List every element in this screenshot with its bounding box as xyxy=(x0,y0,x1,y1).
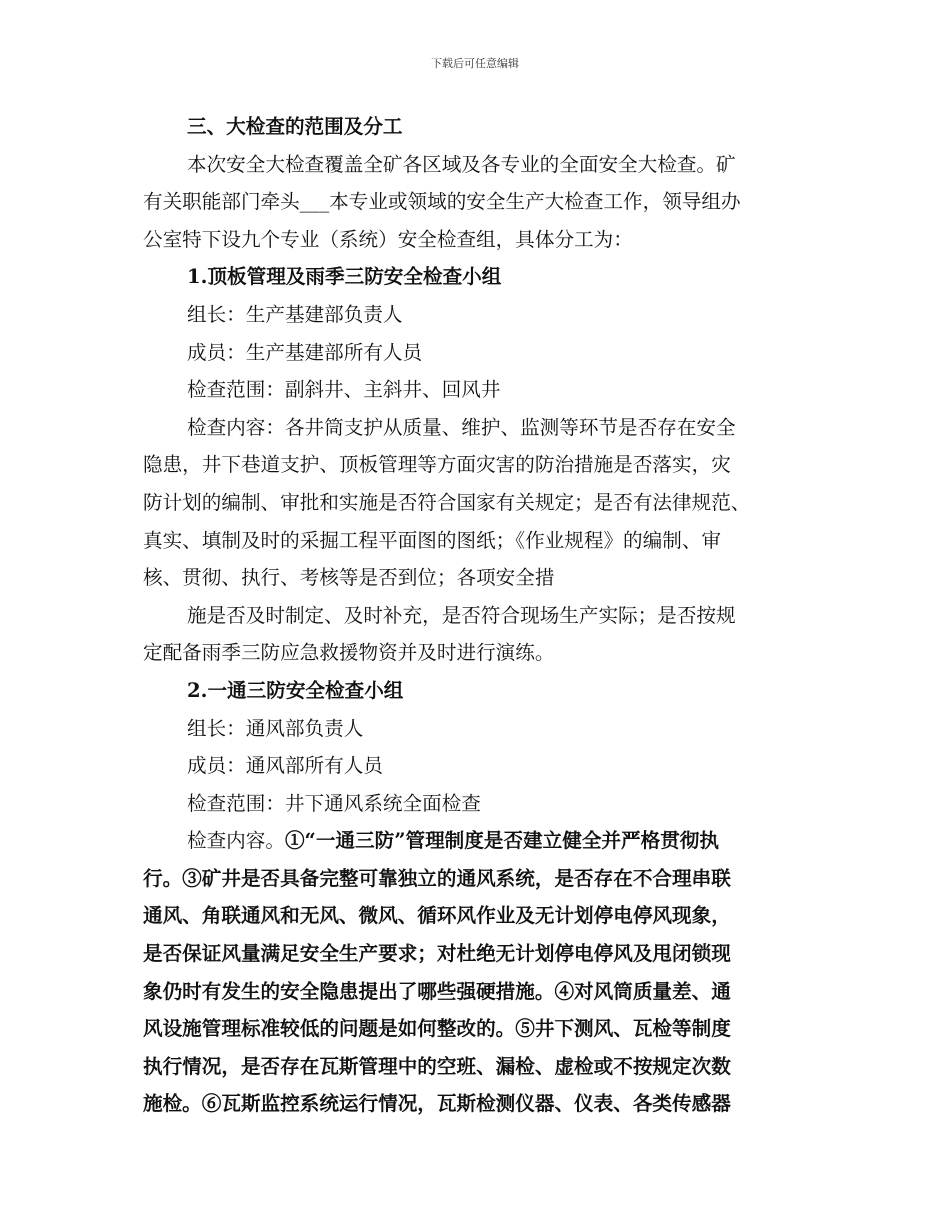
paragraph-line: 施检。⑥瓦斯监控系统运行情况，瓦斯检测仪器、仪表、各类传感器 xyxy=(143,1092,731,1116)
subsection-heading: 2.一通三防安全检查小组 xyxy=(187,678,404,702)
inline-prefix: 检查内容。 xyxy=(187,829,285,853)
paragraph-line: 风设施管理标准较低的问题是如何整改的。⑤井下测风、瓦检等制度 xyxy=(143,1017,731,1041)
section-heading: 三、大检查的范围及分工 xyxy=(187,115,403,138)
paragraph-line: 定配备雨季三防应急救援物资并及时进行演练。 xyxy=(143,641,555,665)
page-header: 下载后可任意编辑 xyxy=(431,57,519,70)
paragraph-line: 公室特下设九个专业（系统）安全检查组，具体分工为： xyxy=(143,227,633,251)
paragraph-line: 检查范围：井下通风系统全面检查 xyxy=(187,791,481,815)
document-body xyxy=(143,108,815,1123)
paragraph-line: 有关职能部门牵头___本专业或领域的安全生产大检查工作，领导组办 xyxy=(143,190,741,214)
paragraph-line: 施是否及时制定、及时补充，是否符合现场生产实际；是否按规 xyxy=(187,603,736,627)
paragraph-line: 是否保证风量满足安全生产要求；对杜绝无计划停电停风及甩闭锁现 xyxy=(143,942,731,966)
paragraph-line: 隐患，井下巷道支护、顶板管理等方面灾害的防治措施是否落实，灾 xyxy=(143,453,731,477)
paragraph-line: 真实、填制及时的采掘工程平面图的图纸；《作业规程》的编制、审 xyxy=(143,528,722,552)
paragraph-line: 成员：生产基建部所有人员 xyxy=(187,340,423,364)
paragraph-line: 组长：通风部负责人 xyxy=(187,716,364,740)
paragraph-line xyxy=(143,822,815,860)
paragraph-line: 核、贯彻、执行、考核等是否到位；各项安全措 xyxy=(143,566,555,590)
paragraph-line: 本次安全大检查覆盖全矿各区域及各专业的全面安全大检查。矿 xyxy=(187,152,736,176)
paragraph-line: 成员：通风部所有人员 xyxy=(187,754,383,778)
subsection-heading: 1.顶板管理及雨季三防安全检查小组 xyxy=(187,265,502,289)
paragraph-line: 行。③矿井是否具备完整可靠独立的通风系统，是否存在不合理串联 xyxy=(143,866,731,890)
paragraph-line: 通风、角联通风和无风、微风、循环风作业及无计划停电停风现象， xyxy=(143,904,731,928)
paragraph-line: 象仍时有发生的安全隐患提出了哪些强硬措施。④对风筒质量差、通 xyxy=(143,979,731,1003)
paragraph-line: 检查内容：各井筒支护从质量、维护、监测等环节是否存在安全 xyxy=(187,415,736,439)
paragraph-line: 执行情况，是否存在瓦斯管理中的空班、漏检、虚检或不按规定次数 xyxy=(143,1054,731,1078)
paragraph-line: 检查范围：副斜井、主斜井、回风井 xyxy=(187,378,501,402)
paragraph-line: 组长：生产基建部负责人 xyxy=(187,302,403,326)
inline-bold: ①“一通三防”管理制度是否建立健全并严格贯彻执 xyxy=(284,829,719,853)
paragraph-line: 防计划的编制、审批和实施是否符合国家有关规定；是否有法律规范、 xyxy=(143,490,751,514)
